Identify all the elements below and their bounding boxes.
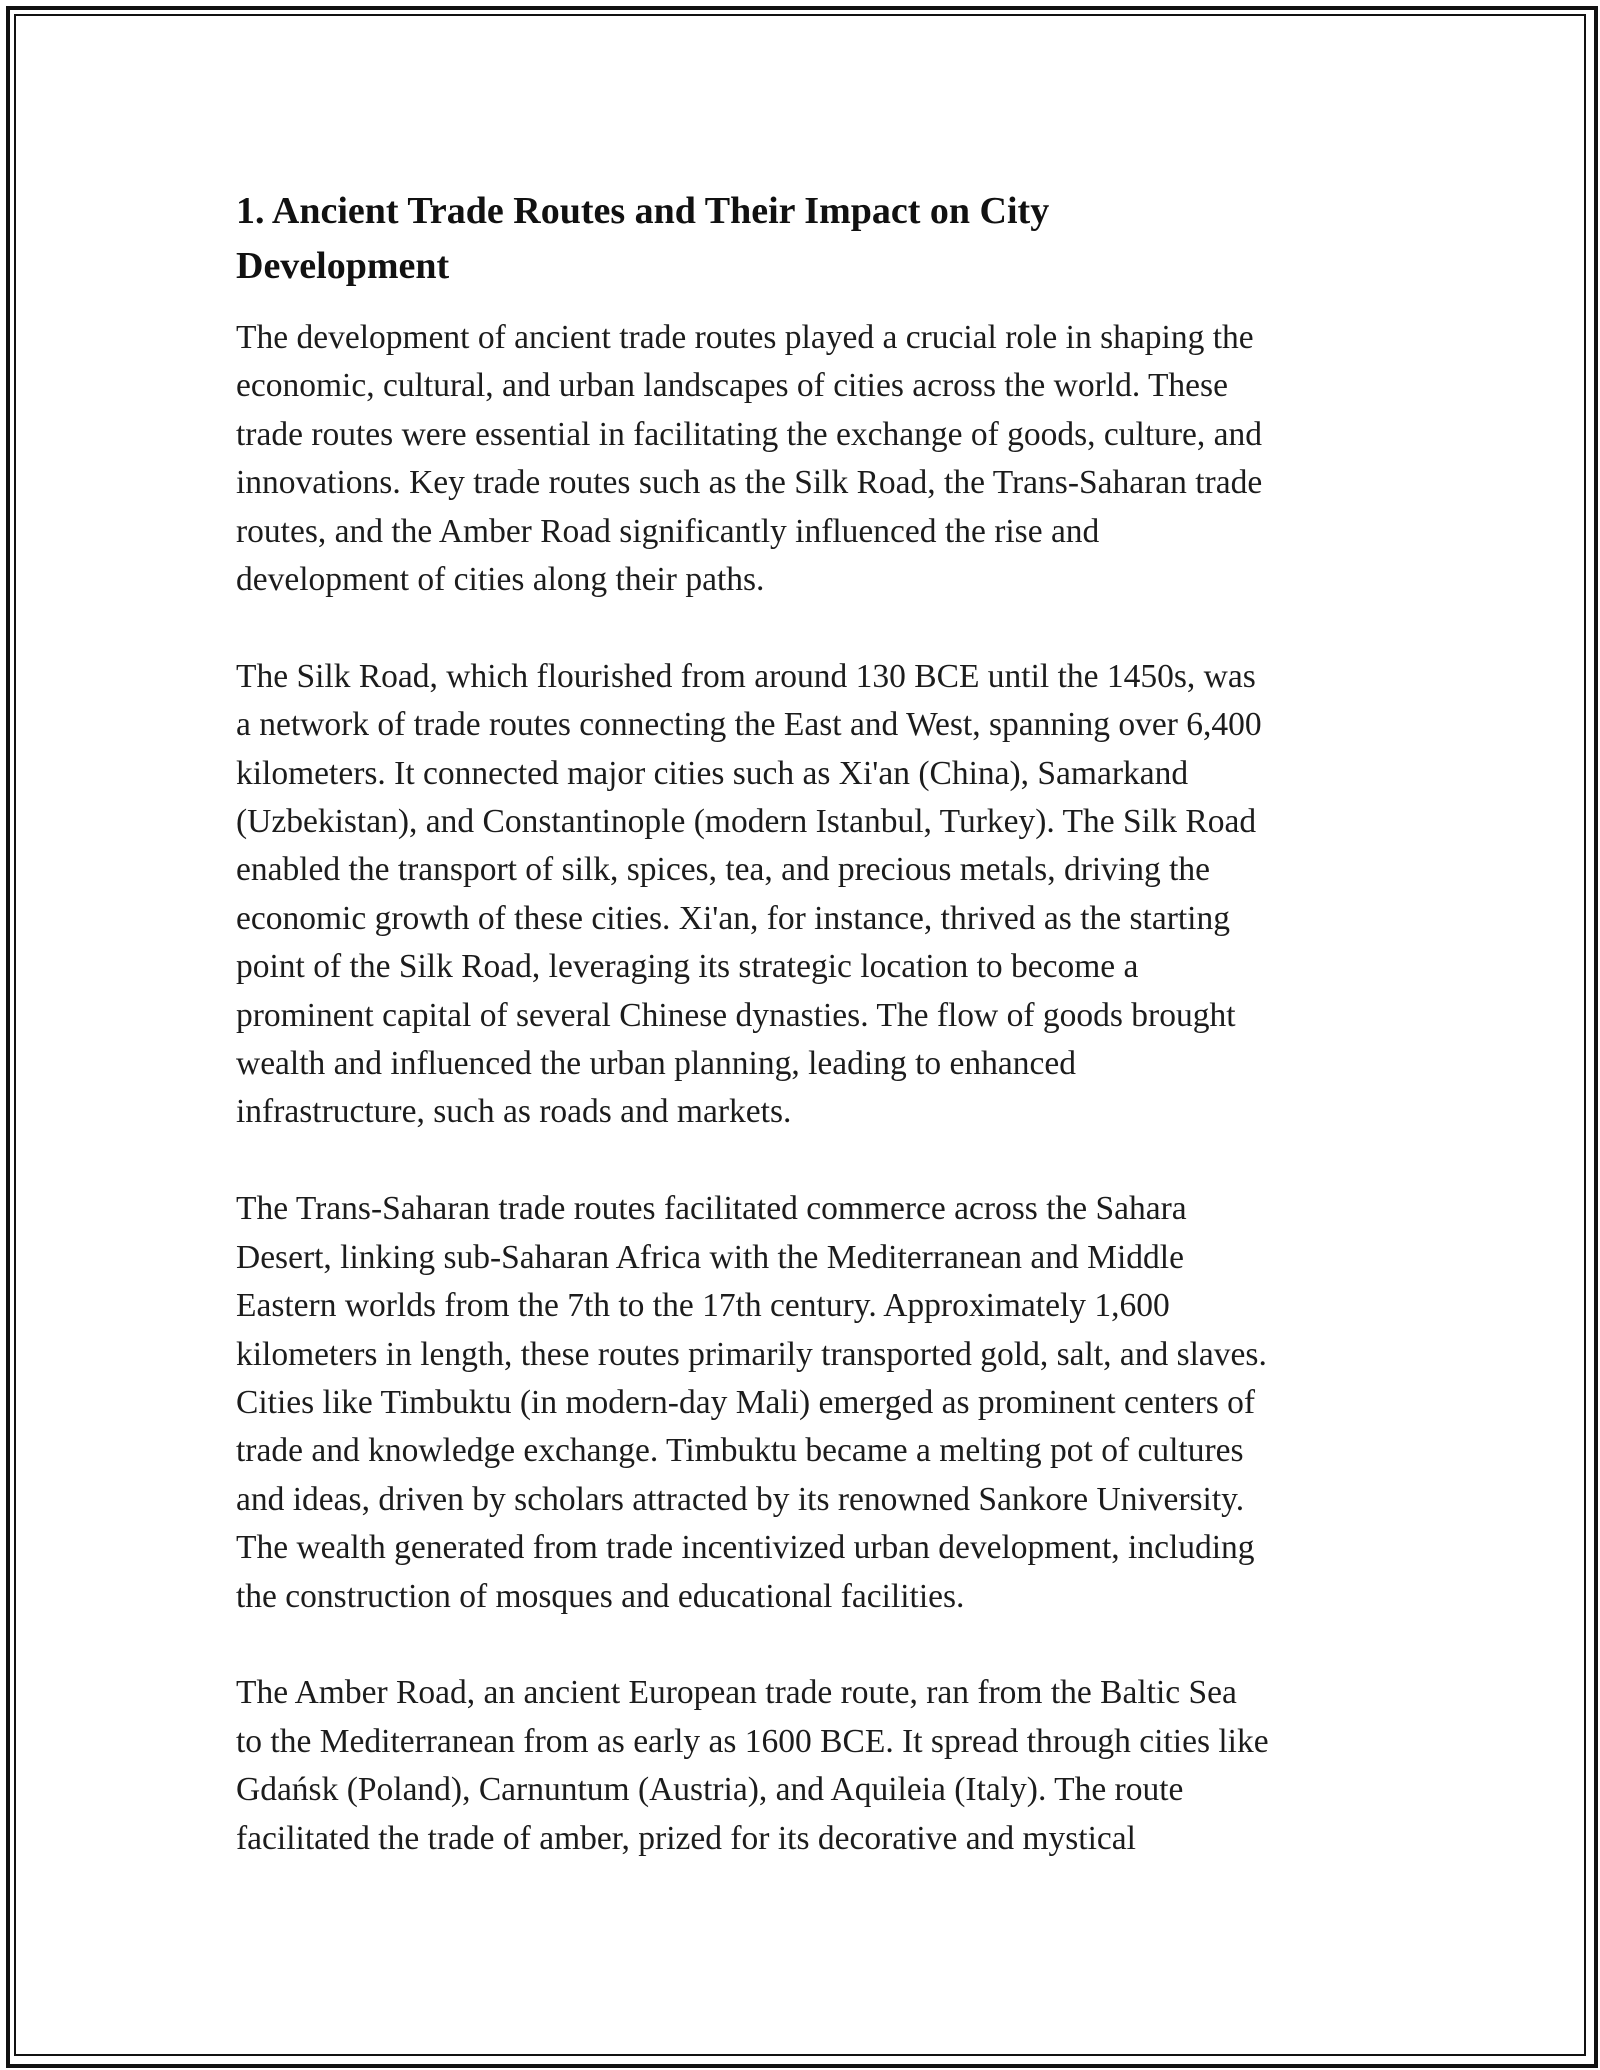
paragraph-trans-saharan: The Trans-Saharan trade routes facilitated commerce across the Sahara Desert, linking sub-Saharan Africa with the Mediterranean and Middle Eastern worlds from the 7th to the 17th century. Approximately 1,600 kilometers in length, these routes primarily transported gold, salt, and slaves. Cities like Timbuktu (in modern-day Mali) emerged as prominent centers of trade and knowledge exchange. Timbuktu became a melting pot of cultures and ideas, driven by scholars attracted by its renowned Sankore University. The wealth generated from trade incentivized urban development, including the construction of mosques and educational facilities. <box>236 1190 1267 1615</box>
section-heading: 1. Ancient Trade Routes and Their Impact on City Development <box>236 190 1050 287</box>
paragraph-intro: The development of ancient trade routes played a crucial role in shaping the economic, cultural, and urban landscapes of cities across the world. These trade routes were essential in facilitating the exchange of goods, culture, and innovations. Key trade routes such as the Silk Road, the Trans-Saharan trade routes, and the Amber Road significantly influenced the rise and development of cities along their paths. <box>236 319 1263 599</box>
paragraph-silk-road: The Silk Road, which flourished from around 130 BCE until the 1450s, was a network of trade routes connecting the East and West, spanning over 6,400 kilometers. It connected major cities such as Xi'an (China), Samarkand (Uzbekistan), and Constantinople (modern Istanbul, Turkey). The Silk Road enabled the transport of silk, spices, tea, and precious metals, driving the economic growth of these cities. Xi'an, for instance, thrived as the starting point of the Silk Road, leveraging its strategic location to become a prominent capital of several Chinese dynasties. The flow of goods brought wealth and influenced the urban planning, leading to enhanced infrastructure, such as roads and markets. <box>236 657 1262 1131</box>
paragraph-amber-road: The Amber Road, an ancient European trade route, ran from the Baltic Sea to the Mediterranean from as early as 1600 BCE. It spread through cities like Gdańsk (Poland), Carnuntum (Austria), and Aquileia (Italy). The route facilitated the trade of amber, prized for its decorative and mystical <box>236 1674 1269 1857</box>
document-body <box>236 184 1376 1863</box>
